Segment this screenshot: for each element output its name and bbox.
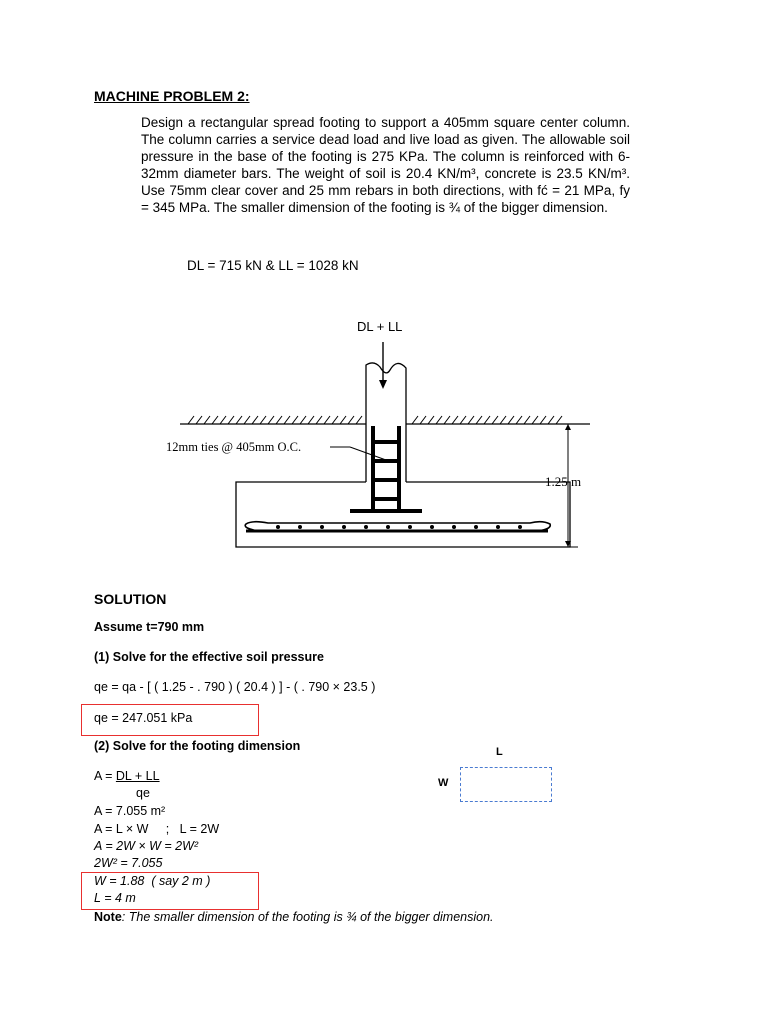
footing-diagram [150, 310, 600, 550]
rect-length-label: L [496, 746, 503, 758]
solution-heading: SOLUTION [94, 591, 167, 607]
area-label: A = [94, 769, 116, 783]
note-text: : The smaller dimension of the footing is ¾ of the bigger dimension. [121, 910, 494, 924]
rect-width-label: W [438, 777, 449, 789]
qe-equation: qe = qa - [ ( 1.25 - . 790 ) ( 20.4 ) ] - ( . 790 × 23.5 ) [94, 680, 376, 694]
given-loads: DL = 715 kN & LL = 1028 kN [187, 258, 359, 273]
ties-label: 12mm ties @ 405mm O.C. [166, 440, 302, 454]
area-denominator: qe [136, 786, 150, 800]
qe-result: qe = 247.051 kPa [94, 711, 193, 725]
height-label: 1.25 m [545, 474, 582, 489]
width-equation: 2W² = 7.055 [94, 856, 163, 870]
area-value: A = 7.055 m² [94, 804, 166, 818]
area-relation: A = L × W ; L = 2W [94, 822, 220, 836]
width-result: W = 1.88 ( say 2 m ) [94, 874, 211, 888]
assume-thickness: Assume t=790 mm [94, 620, 205, 634]
load-label: DL + LL [357, 319, 403, 334]
note-label: Note [94, 910, 122, 924]
problem-statement: Design a rectangular spread footing to support a 405mm square center column. The column carries a service dead load and live load as given. The allowable soil pressure in the base of the footing is 275 KPa. The column is reinforced with 6-32mm diameter bars. The weight of soil is 20.4 KN/m³, concrete is 23.5 KN/m³. Use 75mm clear cover and 25 mm rebars in both directions, with fć = 21 MPa, fy = 345 MPa. The smaller dimension of the footing is ¾ of the bigger dimension. [141, 115, 630, 215]
length-result: L = 4 m [94, 891, 136, 905]
problem-title: MACHINE PROBLEM 2: [94, 88, 250, 104]
step-1-heading: (1) Solve for the effective soil pressure [94, 650, 324, 664]
area-formula [94, 769, 160, 783]
step-2-heading: (2) Solve for the footing dimension [94, 739, 301, 753]
note [94, 910, 494, 924]
footing-plan-rectangle [460, 767, 552, 802]
area-substitution: A = 2W × W = 2W² [94, 839, 199, 853]
area-numerator: DL + LL [115, 769, 160, 783]
